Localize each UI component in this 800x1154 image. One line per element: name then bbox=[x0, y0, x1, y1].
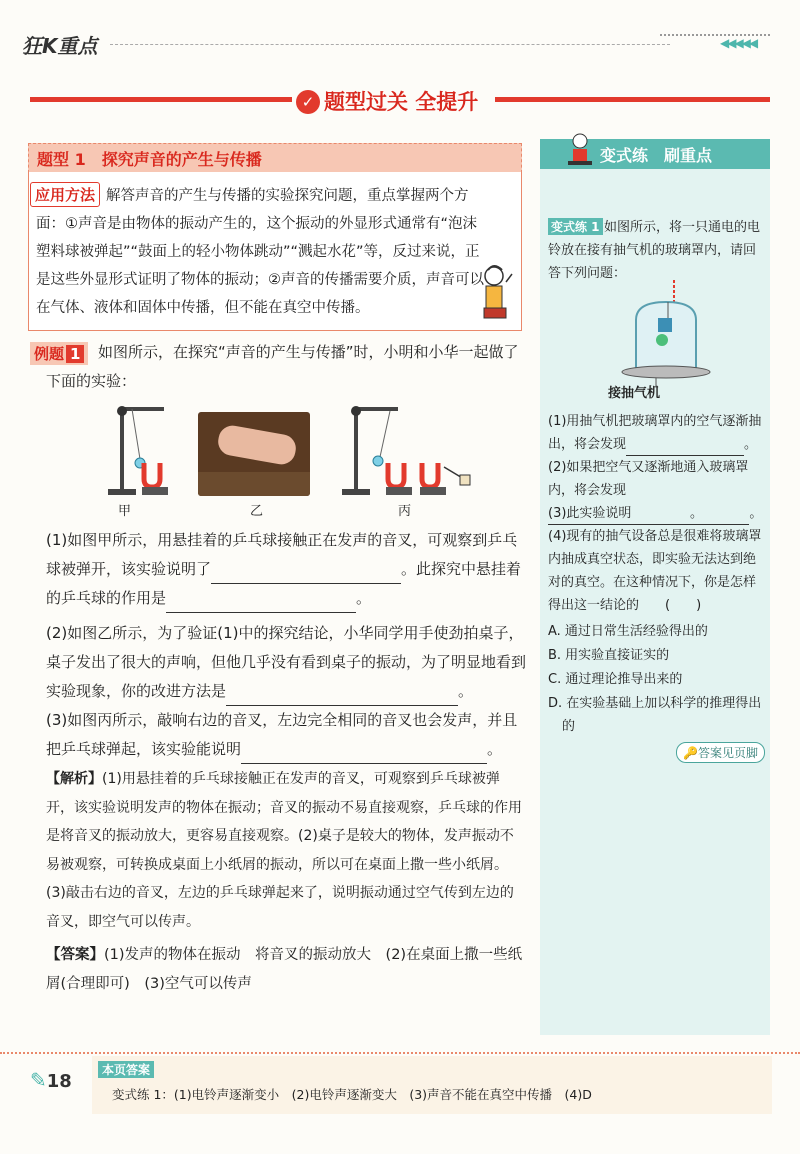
variant-tag: 变式练 1 bbox=[548, 218, 603, 235]
option-a: A. 通过日常生活经验得出的 bbox=[548, 624, 708, 639]
answer-blank[interactable] bbox=[631, 508, 749, 525]
method-tag: 应用方法 bbox=[30, 182, 100, 207]
pump-label: 接抽气机 bbox=[608, 386, 661, 401]
brand-logo: 狂K重点 bbox=[22, 34, 98, 58]
check-icon: ✓ bbox=[296, 90, 320, 114]
footer-answers: 变式练 1：(1)电铃声逐渐变小 (2)电铃声逐渐变大 (3)声音不能在真空中传播 (4)D bbox=[112, 1087, 592, 1102]
variant-q2: (2)如果把空气又逐渐地通入玻璃罩内，将会发现。 bbox=[548, 456, 766, 525]
bell-jar-figure bbox=[616, 280, 716, 386]
section-bar-left bbox=[30, 97, 292, 102]
figure-bing bbox=[330, 403, 480, 499]
variant-q1: (1)用抽气机把玻璃罩内的空气逐渐抽出，将会发现 。 bbox=[548, 410, 766, 456]
footer-divider bbox=[0, 1052, 800, 1054]
fig-label-bing: 丙 bbox=[398, 504, 412, 519]
example-tag: 例题 1 bbox=[30, 342, 88, 365]
answer-blank[interactable] bbox=[166, 592, 356, 613]
question-2: (2)如图乙所示，为了验证(1)中的探究结论，小华同学用手使劲拍桌子，桌子发出了很大的声响，但他几乎没有看到桌子的振动，为了明显地看到实验现象，你的改进方法是 。 bbox=[46, 619, 526, 706]
variant-heading: 变式练 刷重点 bbox=[540, 139, 770, 169]
answer-link[interactable]: 🔑答案见页脚 bbox=[676, 742, 765, 763]
type-heading: 题型 1 探究声音的产生与传播 bbox=[28, 143, 522, 173]
option-c: C. 通过理论推导出来的 bbox=[548, 672, 683, 687]
fig-label-jia: 甲 bbox=[118, 504, 132, 519]
thinking-figure-icon bbox=[478, 262, 516, 324]
variant-intro: 如图所示，将一只通电的电铃放在接有抽气机的玻璃罩内，请回答下列问题： bbox=[548, 220, 761, 281]
figure-yi-photo bbox=[198, 412, 310, 496]
answer-blank[interactable] bbox=[241, 743, 487, 764]
question-1: (1)如图甲所示，用悬挂着的乒乓球接触正在发声的音叉，可观察到乒乓球被弹开，该实验说明了 。此探究中悬挂着的乒乓球的作用是 。 bbox=[46, 526, 526, 613]
variant-q3: (3)此实验说明 。 bbox=[548, 502, 766, 525]
student-icon bbox=[564, 131, 596, 169]
page-number: ✎18 bbox=[30, 1068, 72, 1092]
example-intro: 如图所示，在探究“声音的产生与传播”时，小明和小华一起做了下面的实验： bbox=[46, 343, 519, 390]
section-title: ✓ 题型过关 全提升 bbox=[296, 86, 478, 116]
answer-blank[interactable] bbox=[226, 685, 458, 706]
fig-label-yi: 乙 bbox=[250, 504, 264, 519]
option-d: D. 在实验基础上加以科学的推理得出的 bbox=[548, 696, 762, 734]
variant-q4: (4)现有的抽气设备总是很难将玻璃罩内抽成真空状态，即实验无法达到绝对的真空。在这种情况下，你是怎样得出这一结论的 ( ) bbox=[548, 529, 762, 613]
section-bar-right bbox=[495, 97, 770, 102]
header-divider bbox=[110, 44, 670, 45]
answer: 【答案】(1)发声的物体在振动 将音叉的振动放大 (2)在桌面上撒一些纸屑(合理即可) (3)空气可以传声 bbox=[46, 947, 523, 992]
answer-blank[interactable] bbox=[211, 563, 401, 584]
figure-jia bbox=[92, 403, 202, 499]
method-text: 解答声音的产生与传播的实验探究问题，重点掌握两个方面：①声音是由物体的振动产生的，这个振动的外显形式通常有“泡沫塑料球被弹起”“鼓面上的轻小物体跳动”“溅起水花”等，反过来说，正是这些外显形式证明了物体的振动；②声音的传播需要介质，声音可以在气体、液体和固体中传播，但不能在真空中传播。 bbox=[36, 188, 484, 316]
footer-tag: 本页答案 bbox=[98, 1061, 154, 1078]
pen-icon: ✎ bbox=[30, 1068, 47, 1092]
key-icon: 🔑 bbox=[683, 746, 698, 760]
answer-blank[interactable] bbox=[626, 439, 744, 456]
arrows-icon: ◀◀◀◀◀ bbox=[720, 36, 757, 50]
analysis: 【解析】(1)用悬挂着的乒乓球接触正在发声的音叉，可观察到乒乓球被弹开，该实验说明发声的物体在振动；音叉的振动不易直接观察，乒乓球的作用是将音叉的振动放大，更容易直接观察。(2)桌子是较大的物体，发声振动不易被观察，可转换成桌面上小纸屑的振动，所以可在桌面上撒一些小纸屑。(3)敲击右边的音叉，左边的乒乓球弹起来了，说明振动通过空气传到左边的音叉，即空气可以传声。 bbox=[46, 771, 522, 930]
option-b: B. 用实验直接证实的 bbox=[548, 648, 670, 663]
question-3: (3)如图丙所示，敲响右边的音叉，左边完全相同的音叉也会发声，并且把乒乓球弹起，该实验能说明 。 bbox=[46, 706, 526, 764]
